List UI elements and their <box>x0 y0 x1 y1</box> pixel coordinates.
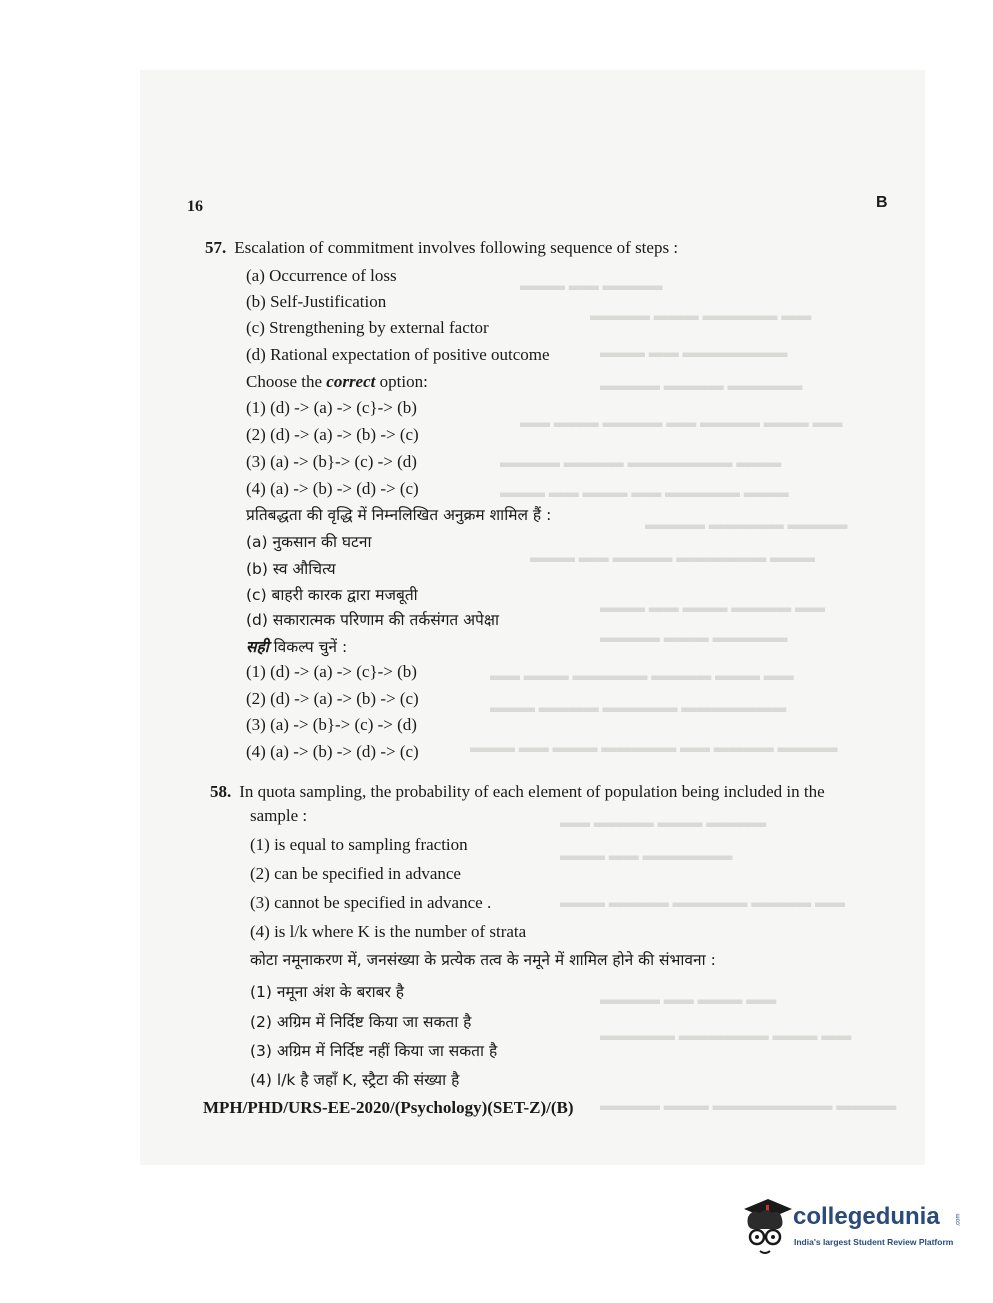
answer-option: (1) is equal to sampling fraction <box>250 835 468 854</box>
bleed-through-text: ▬▬▬ ▬▬ ▬▬▬▬▬▬ <box>560 848 733 864</box>
answer-option-hindi: (4) l/k है जहाँ K, स्ट्रैटा की संख्या है <box>250 1071 460 1089</box>
answer-option: (2) (d) -> (a) -> (b) -> (c) <box>246 689 419 708</box>
mascot-icon <box>738 1197 794 1259</box>
answer-option-hindi: (2) अग्रिम में निर्दिष्ट किया जा सकता है <box>250 1013 472 1031</box>
bleed-through-text: ▬▬ ▬▬▬ ▬▬▬▬ ▬▬ ▬▬▬▬ ▬▬▬ ▬▬ <box>520 415 843 431</box>
bleed-through-text: ▬▬▬▬ ▬▬ ▬▬▬ ▬▬ <box>600 992 777 1008</box>
set-letter: B <box>876 194 888 211</box>
statement: (b) Self-Justification <box>246 292 387 311</box>
answer-option: (1) (d) -> (a) -> (c}-> (b) <box>246 398 417 417</box>
brand-tagline: India's largest Student Review Platform <box>794 1237 954 1247</box>
answer-option-hindi: (1) नमूना अंश के बराबर है <box>250 983 404 1001</box>
instruction-suffix: विकल्प चुनें : <box>268 638 348 656</box>
answer-option: (4) is l/k where K is the number of strata <box>250 922 527 941</box>
statement: (a) Occurrence of loss <box>246 266 397 285</box>
bleed-through-text: ▬▬▬ ▬▬ ▬▬▬▬ ▬▬▬▬▬▬ ▬▬▬ <box>530 550 815 566</box>
bleed-through-text: ▬▬▬▬ ▬▬▬▬ ▬▬▬▬▬ <box>600 378 803 394</box>
brand-suffix: .com <box>955 1213 962 1227</box>
bleed-through-text: ▬▬▬ ▬▬ ▬▬▬ ▬▬ ▬▬▬▬▬ ▬▬▬ <box>500 485 789 501</box>
answer-option: (1) (d) -> (a) -> (c}-> (b) <box>246 662 417 681</box>
bleed-through-text: ▬▬▬▬ ▬▬▬ ▬▬▬▬▬ <box>600 630 788 646</box>
bleed-through-text: ▬▬▬▬▬ ▬▬▬▬▬▬ ▬▬▬ ▬▬ <box>600 1028 852 1044</box>
statement-hindi: (b) स्व औचित्य <box>246 560 336 578</box>
instruction-emphasis: correct <box>326 372 376 391</box>
bleed-through-text: ▬▬▬▬ ▬▬▬▬ ▬▬▬▬▬▬▬ ▬▬▬ <box>500 455 782 471</box>
brand-name: collegedunia <box>793 1203 940 1230</box>
instruction <box>246 372 428 392</box>
statement: (c) Strengthening by external factor <box>246 318 489 337</box>
question-text: Escalation of commitment involves following sequence of steps : <box>234 238 679 257</box>
bleed-through-text: ▬▬▬ ▬▬ ▬▬▬▬ <box>520 278 663 294</box>
instruction-hindi <box>246 635 347 657</box>
answer-option: (2) can be specified in advance <box>250 864 461 883</box>
statement-hindi: (a) नुकसान की घटना <box>246 533 372 551</box>
answer-option: (3) (a) -> (b}-> (c) -> (d) <box>246 715 417 734</box>
collegedunia-logo <box>738 1197 968 1267</box>
bleed-through-text: ▬▬▬ ▬▬ ▬▬▬ ▬▬▬▬ ▬▬ <box>600 600 825 616</box>
answer-option: (3) (a) -> (b}-> (c) -> (d) <box>246 452 417 471</box>
instruction-emphasis: सही <box>246 638 269 656</box>
question-text-continued: sample : <box>250 806 308 825</box>
question-stem <box>210 782 825 802</box>
answer-option: (4) (a) -> (b) -> (d) -> (c) <box>246 742 419 761</box>
bleed-through-text: ▬▬▬▬ ▬▬▬ ▬▬▬▬▬▬▬▬ ▬▬▬▬ <box>600 1098 897 1114</box>
answer-option-hindi: (3) अग्रिम में निर्दिष्ट नहीं किया जा सकता है <box>250 1042 498 1060</box>
bleed-through-text: ▬▬▬ ▬▬ ▬▬▬ ▬▬▬▬▬ ▬▬ ▬▬▬▬ ▬▬▬▬ <box>470 740 838 756</box>
question-stem <box>205 238 678 258</box>
question-number: 57. <box>205 238 227 257</box>
answer-option: (4) (a) -> (b) -> (d) -> (c) <box>246 479 419 498</box>
answer-option: (3) cannot be specified in advance . <box>250 893 492 912</box>
paper-code-footer: MPH/PHD/URS-EE-2020/(Psychology)(SET-Z)/(B) <box>203 1098 574 1117</box>
bleed-through-text: ▬▬ ▬▬▬ ▬▬▬▬▬ ▬▬▬▬ ▬▬▬ ▬▬ <box>490 668 794 684</box>
question-number: 58. <box>210 782 232 801</box>
statement: (d) Rational expectation of positive outcome <box>246 345 550 364</box>
statement-hindi: (c) बाहरी कारक द्वारा मजबूती <box>246 586 418 604</box>
question-text-hindi: प्रतिबद्धता की वृद्धि में निम्नलिखित अनुक्रम शामिल हैं : <box>246 506 552 524</box>
bleed-through-text: ▬▬▬ ▬▬ ▬▬▬▬▬▬▬ <box>600 345 788 361</box>
instruction-prefix: Choose the <box>246 372 327 391</box>
question-text-hindi: कोटा नमूनाकरण में, जनसंख्या के प्रत्येक तत्व के नमूने में शामिल होने की संभावना : <box>250 951 716 969</box>
instruction-suffix: option: <box>375 372 428 391</box>
page-number: 16 <box>187 198 203 215</box>
statement-hindi: (d) सकारात्मक परिणाम की तर्कसंगत अपेक्षा <box>246 611 499 629</box>
answer-option: (2) (d) -> (a) -> (b) -> (c) <box>246 425 419 444</box>
bleed-through-text: ▬▬▬ ▬▬▬▬ ▬▬▬▬▬ ▬▬▬▬ ▬▬ <box>560 895 845 911</box>
bleed-through-text: ▬▬▬ ▬▬▬▬ ▬▬▬▬▬ ▬▬▬▬▬▬▬ <box>490 700 787 716</box>
bleed-through-text: ▬▬▬▬ ▬▬▬▬▬ ▬▬▬▬ <box>645 517 848 533</box>
question-text: In quota sampling, the probability of each element of population being included in the <box>239 782 825 801</box>
bleed-through-text: ▬▬ ▬▬▬▬ ▬▬▬ ▬▬▬▬ <box>560 815 767 831</box>
bleed-through-text: ▬▬▬▬ ▬▬▬ ▬▬▬▬▬ ▬▬ <box>590 308 812 324</box>
